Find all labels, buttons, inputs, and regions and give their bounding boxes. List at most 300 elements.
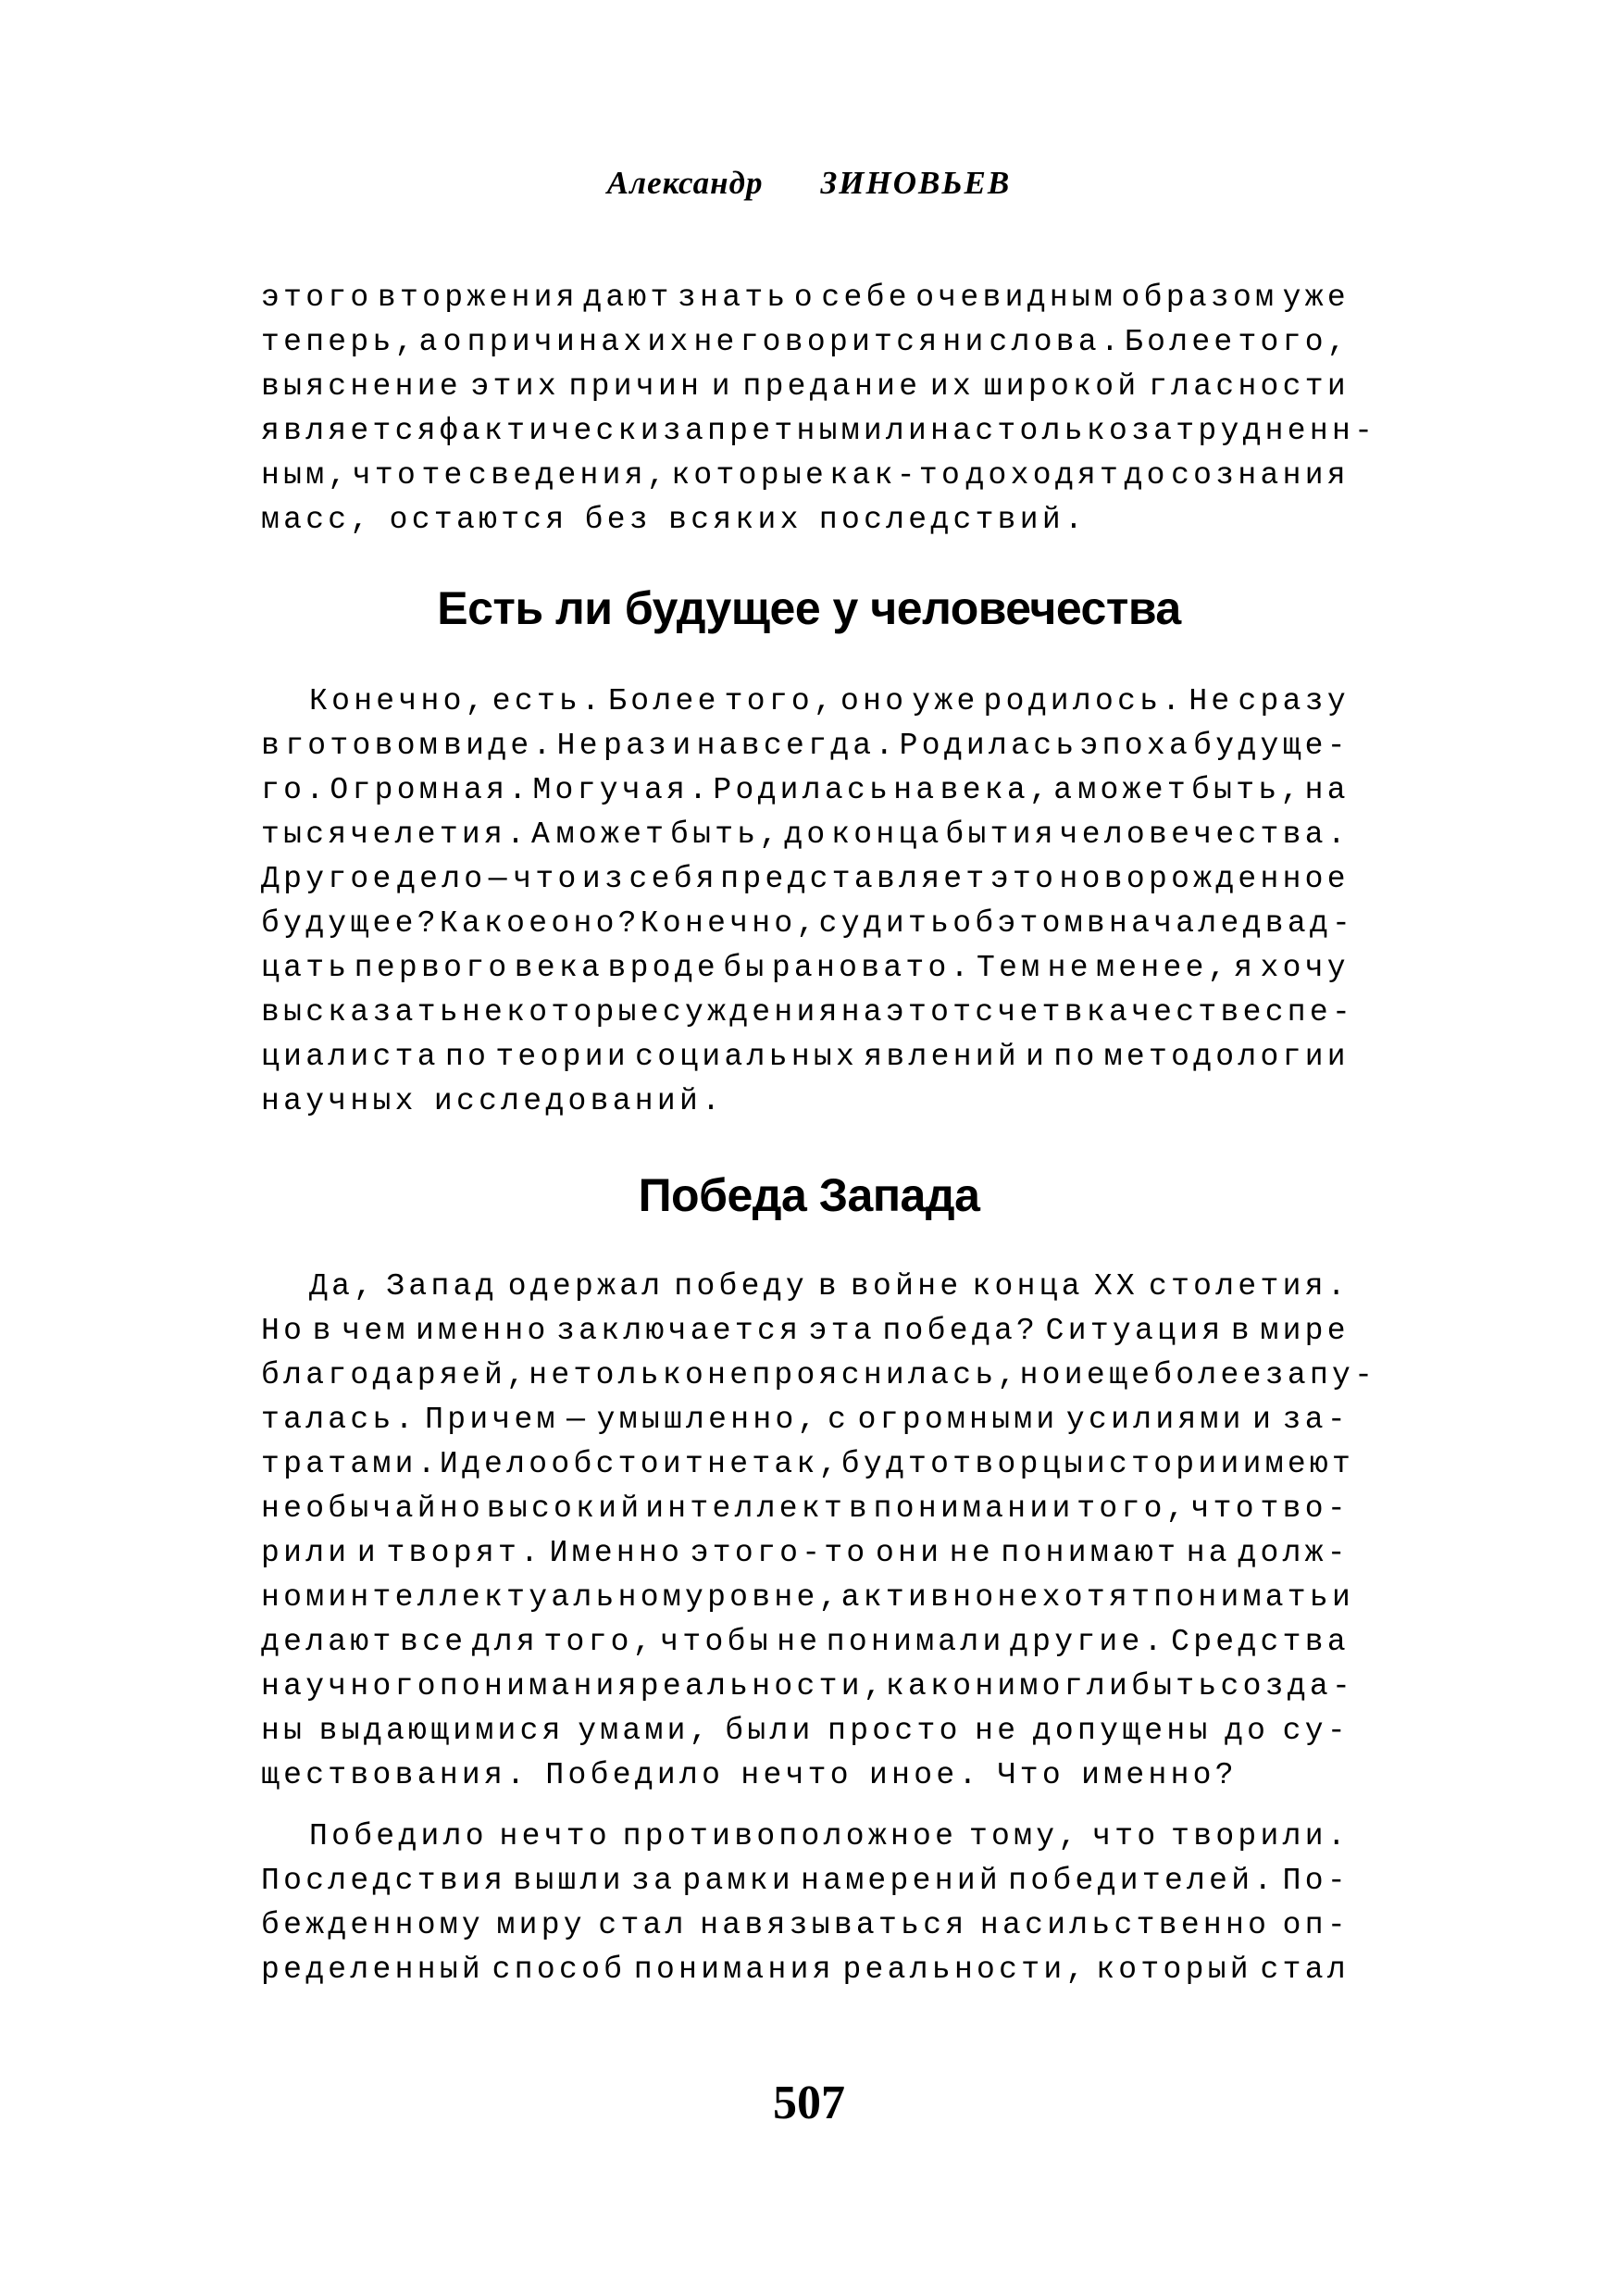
word: без [584,503,652,537]
word: того, [543,1625,655,1659]
word: талась. [261,1403,417,1437]
word: Тем [977,951,1044,985]
word: знать [678,281,790,315]
word: по [444,1040,491,1074]
word: Но [261,1314,306,1348]
word: более [1153,1358,1265,1392]
word: в [817,1269,840,1304]
word: этого-то [690,1536,869,1570]
word: что [1092,1819,1160,1853]
word: заключается [556,1314,803,1348]
text-line [261,1265,1350,1309]
word: не [997,1580,1042,1615]
word: что [513,862,580,896]
word: очевидным [915,281,1117,315]
text-line [261,320,1350,365]
word: все [400,1625,467,1659]
word: рамки [682,1864,794,1898]
word: из [581,862,628,896]
word: в [1230,1314,1254,1348]
word: теперь, [261,325,417,359]
text-line [261,768,1350,813]
word: о [442,325,466,359]
word: для [471,1625,539,1659]
word: является [261,414,440,448]
word: века [514,951,604,985]
word: не [777,1625,822,1659]
running-head [0,165,1618,202]
word: тому, [968,1819,1081,1853]
text-line [261,498,1350,543]
word: есть. [492,684,604,718]
word: причинах [467,325,646,359]
text-line [261,1354,1377,1398]
section-heading-future: Есть ли будущее у человечества [437,582,1181,634]
word: Более [1125,325,1237,359]
word: родилось. [983,684,1185,718]
word: будуще- [1193,729,1350,763]
word: Конечно, [640,906,819,941]
word: этих [470,369,560,404]
word: высокий [486,1491,643,1526]
word: что [352,458,420,493]
word: качестве [1086,995,1265,1029]
word: это [989,862,1058,896]
word: понимали [826,1625,1005,1659]
text-line [261,857,1350,902]
word: стал [1260,1953,1350,1987]
word: не [707,1358,753,1392]
word: ществования. [261,1758,529,1792]
word: могли [1019,1669,1132,1703]
word: Причем [425,1403,559,1437]
paragraph-continuation [261,276,1377,543]
word: уровне, [684,1580,841,1615]
word: Именно [549,1536,684,1570]
text-line [261,946,1350,991]
word: рановато. [771,951,973,985]
word: на [1186,1536,1231,1570]
word: научного [261,1669,440,1703]
paragraph-future [261,680,1355,1124]
word: того, [724,684,837,718]
word: оно? [551,906,641,941]
word: — [488,862,511,896]
word: конца [831,817,943,852]
word: не [529,1358,574,1392]
author-first-name: Александр [606,165,764,201]
section-heading-victory: Победа Запада [638,1169,980,1221]
word: явлений [864,1040,1021,1074]
word: в [848,1491,871,1526]
word: за- [1282,1403,1350,1437]
word: усилиями [1065,1403,1245,1437]
word: умами, [578,1714,712,1748]
word: Что [997,1758,1065,1792]
word: понимают [1001,1536,1180,1570]
word: слова. [989,325,1124,359]
word: некоторые [461,995,663,1029]
word: умышленно, [596,1403,820,1437]
word: ном [261,1580,329,1615]
word: войне [850,1269,963,1304]
word: именно [416,1314,550,1348]
word: делают [261,1625,395,1659]
text-line [261,1815,1350,1859]
word: творят. [386,1536,543,1570]
word: победа? [882,1314,1039,1348]
word: цать [261,951,351,985]
word: вторжения [377,281,579,315]
word: миру [496,1908,586,1942]
word: уже [1282,281,1350,315]
word: на [893,773,939,807]
word: сознания [1171,458,1350,493]
word: раз [603,729,671,763]
word: судить [818,906,953,941]
word: Огромная. [330,773,531,807]
word: вроде [607,951,719,985]
word: их [929,369,976,404]
word: фактически [439,414,663,448]
word: которые [671,458,828,493]
word: навязываться [700,1908,968,1942]
word: за [631,1864,677,1898]
word: дело [396,862,487,896]
word: высказать [261,995,462,1029]
text-line [261,1903,1350,1948]
word: выдающимися [318,1714,565,1748]
text-line [261,1487,1350,1531]
word: хотят [1041,1580,1154,1615]
word: на [840,995,886,1029]
text-line [261,1753,1350,1798]
word: насильственно [979,1908,1271,1942]
word: другие. [1009,1625,1166,1659]
word: реальности, [842,1953,1089,1987]
word: противоположное [622,1819,958,1853]
word: су- [1282,1714,1350,1748]
word: будто [840,1447,953,1481]
word: как-то [829,458,965,493]
word: и [711,369,734,404]
word: огромными [857,1403,1059,1437]
word: Ситуация [1045,1314,1225,1348]
word: и [1026,1040,1049,1074]
word: Запад [386,1269,498,1304]
word: менее, [1096,951,1230,985]
word: этом [997,906,1087,941]
word: готовом [285,729,442,763]
word: тысячелетия. [261,817,529,852]
word: не [1047,951,1092,985]
word: запретным [662,414,864,448]
text-line [261,276,1350,320]
word: истории [1086,1447,1243,1481]
word: Более [608,684,720,718]
word: себя [629,862,718,896]
word: будущее? [261,906,440,941]
word: и [356,1536,380,1570]
word: запу- [1264,1358,1377,1392]
word: бытия [945,817,1057,852]
word: настолько [930,414,1132,448]
word: методологии [1103,1040,1350,1074]
word: Не [556,729,602,763]
word: а [1053,773,1077,807]
word: сразу [1238,684,1350,718]
text-line [261,1531,1350,1576]
word: рили [261,1536,351,1570]
word: предание [742,369,922,404]
text-line [261,1309,1350,1354]
text-line [261,1859,1350,1903]
word: быть, [1191,773,1303,807]
text-line [261,1442,1355,1487]
word: вышли [513,1864,625,1898]
word: что [1190,1491,1258,1526]
word: не [707,1447,753,1481]
word: необычайно [261,1491,485,1526]
word: Другое [261,862,395,896]
word: виде. [443,729,555,763]
word: XX [1093,1269,1139,1304]
word: ны [261,1714,306,1748]
word: спе- [1264,995,1355,1029]
word: как [885,1669,953,1703]
word: причин [568,369,703,404]
word: затрудненн- [1131,414,1377,448]
word: говорится [740,325,941,359]
word: понимать [1153,1580,1333,1615]
word: еще [1086,1358,1154,1392]
text-line [261,724,1350,768]
word: быть, [670,817,782,852]
word: творцы [952,1447,1087,1481]
word: двад- [1242,906,1355,941]
word: Средства [1171,1625,1350,1659]
word: Победило [309,1819,488,1853]
text-line [261,813,1350,857]
word: творили. [1171,1819,1350,1853]
word: навсегда. [696,729,898,763]
word: тратами. [261,1447,440,1481]
word: Не [1189,684,1234,718]
text-line [261,365,1350,409]
word: тво- [1260,1491,1350,1526]
word: благодаря [261,1358,462,1392]
word: реальности, [640,1669,886,1703]
word: они [952,1669,1020,1703]
word: начале [1108,906,1243,941]
word: этот [885,995,976,1029]
word: на [1304,773,1350,807]
word: понимания [633,1953,835,1987]
word: обстоит [551,1447,708,1481]
word: или [863,414,931,448]
word: ни [942,325,988,359]
word: были [725,1714,815,1748]
word: гласности [1149,369,1350,404]
word: может [555,817,668,852]
word: созда- [1220,1669,1355,1703]
word: в [1064,995,1087,1029]
word: может [1077,773,1189,807]
word: Родилась [713,773,892,807]
word: нечто [741,1758,853,1792]
word: ределенный [261,1953,485,1987]
word: остаются [389,503,568,537]
word: долж- [1238,1536,1350,1570]
word: бежденному [261,1908,485,1942]
word: исследований. [433,1084,725,1118]
word: но [1019,1358,1064,1392]
text-line [261,409,1377,454]
word: их [647,325,692,359]
word: ным, [261,458,351,493]
word: так, [752,1447,841,1481]
word: Конечно, [309,684,488,718]
word: человечества. [1059,817,1350,852]
text-line [261,1620,1350,1665]
word: до [1225,1714,1270,1748]
word: Могучая. [532,773,712,807]
word: намерений [801,1864,1002,1898]
text-line [261,1709,1350,1753]
word: этого [261,281,373,315]
word: Последствия [261,1864,507,1898]
word: и [1064,1358,1087,1392]
word: об [952,906,998,941]
word: и [672,729,695,763]
word: конца [972,1269,1084,1304]
word: имеют [1242,1447,1355,1481]
word: По- [1282,1864,1350,1898]
word: го. [261,773,329,807]
text-line [261,991,1355,1035]
text-line [261,1948,1350,1992]
word: с [828,1403,851,1437]
word: эта [808,1314,876,1348]
word: победителей. [1008,1864,1276,1898]
word: о [793,281,817,315]
word: счет [975,995,1064,1029]
text-line [261,680,1350,724]
paragraph-victory [261,1265,1377,1798]
paragraph-consequences [261,1815,1350,1992]
text-line [261,1035,1350,1079]
word: образом [1121,281,1278,315]
word: Победило [545,1758,725,1792]
word: в [312,1314,335,1348]
word: чем [342,1314,409,1348]
word: и [1332,1580,1355,1615]
word: и [1252,1403,1276,1437]
word: именно? [1081,1758,1238,1792]
word: дело [461,1447,552,1481]
word: представляет [720,862,989,896]
word: оп- [1282,1908,1350,1942]
word: они [875,1536,943,1570]
word: в [1086,906,1109,941]
word: А [530,817,554,852]
word: а [418,325,442,359]
word: доходят [965,458,1123,493]
word: эпоха [1079,729,1192,763]
word: интеллектуальном [328,1580,685,1615]
word: Родилась [899,729,1078,763]
word: новорожденное [1059,862,1350,896]
word: интеллект [645,1491,847,1526]
text-line [261,1576,1355,1620]
word: циалиста [261,1040,440,1074]
word: не [949,1536,994,1570]
word: суждения [662,995,841,1029]
word: понимании [873,1491,1075,1526]
word: всяких [668,503,803,537]
word: стал [598,1908,688,1942]
word: столетия. [1148,1269,1350,1304]
author-last-name: ЗИНОВЬЕВ [820,165,1012,201]
word: те [421,458,467,493]
word: до [1124,458,1169,493]
text-line [261,454,1350,498]
word: выяснение [261,369,462,404]
word: понимания [439,1669,641,1703]
word: первого [354,951,511,985]
word: по [1053,1040,1099,1074]
text-line [261,902,1355,946]
word: нечто [499,1819,612,1853]
word: просто [828,1714,962,1748]
word: который [1096,1953,1252,1987]
text-line [261,1398,1350,1442]
word: оно [840,684,908,718]
word: быть [1131,1669,1221,1703]
word: способ [492,1953,627,1987]
text-line [261,1665,1355,1709]
word: иное. [869,1758,981,1792]
word: победу [674,1269,808,1304]
word: последствий. [818,503,1088,537]
word: научных [261,1084,417,1118]
word: масс, [261,503,373,537]
word: не [693,325,739,359]
word: допущены [1032,1714,1212,1748]
word: бы [723,951,768,985]
page-number: 507 [773,2077,845,2129]
word: того, [1077,1491,1189,1526]
word: того, [1238,325,1350,359]
word: широкой [983,369,1140,404]
word: прояснилась, [752,1358,1020,1392]
word: Какое [439,906,552,941]
word: одержал [507,1269,665,1304]
word: активно [840,1580,998,1615]
word: века, [940,773,1052,807]
word: в [261,729,284,763]
word: И [439,1447,462,1481]
word: чтобы [660,1625,772,1659]
word: себе [821,281,911,315]
word: хочу [1260,951,1350,985]
word: не [975,1714,1020,1748]
word: только [573,1358,708,1392]
word: мире [1260,1314,1350,1348]
word: уже [912,684,979,718]
text-line [261,1079,1350,1124]
word: Да, [309,1269,377,1304]
